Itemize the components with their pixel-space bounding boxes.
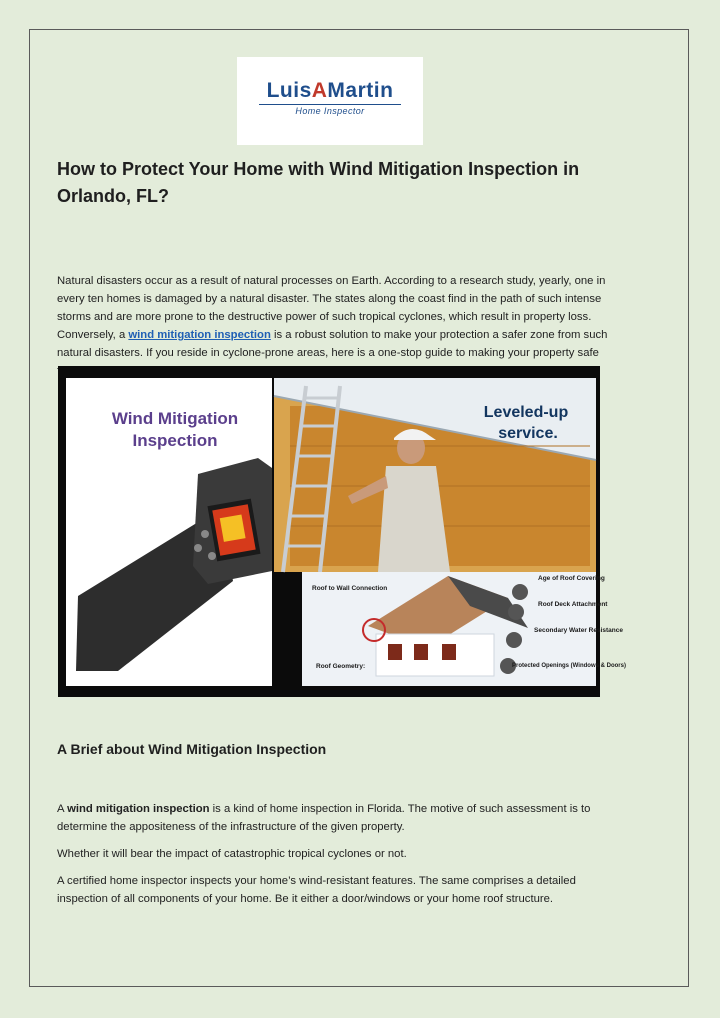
section-paragraph-1: A wind mitigation inspection is a kind of home inspection in Florida. The motive of such assessment is to determine the appositeness of the infrastructure of the given property.	[57, 803, 591, 833]
hero-badge-line1: Leveled-up	[483, 404, 569, 421]
logo-tagline: Home Inspector	[295, 106, 365, 116]
hero-badge-line2: service.	[498, 425, 558, 442]
hero-heading-line1: Wind Mitigation	[111, 409, 239, 428]
wind-mitigation-link[interactable]: wind mitigation inspection	[128, 329, 271, 341]
section-paragraph-2: Whether it will bear the impact of catastrophic tropical cyclones or not.	[57, 848, 407, 860]
logo-wordmark: LuisAMartin	[266, 79, 394, 102]
hero-heading-line2: Inspection	[132, 431, 218, 450]
callout-age-roof: Age of Roof Covering	[538, 575, 605, 582]
callout-roof-wall: Roof to Wall Connection	[312, 585, 388, 592]
section-paragraph-3: A certified home inspector inspects your home’s wind-resistant features. The same comprises a detailed inspection of all components of your home. Be it either a door/windows or your home roof structure.	[57, 875, 576, 905]
section-heading: A Brief about Wind Mitigation Inspection	[57, 741, 327, 757]
callout-roof-geometry: Roof Geometry:	[316, 663, 366, 670]
logo-rule	[259, 104, 401, 105]
page-title: How to Protect Your Home with Wind Mitigation Inspection in Orlando, FL?	[57, 159, 580, 206]
callout-openings: Protected Openings (Windows & Doors)	[512, 663, 626, 669]
callout-secondary-water: Secondary Water Resistance	[534, 627, 623, 634]
hero-image	[58, 366, 626, 697]
intro-paragraph: Natural disasters occur as a result of natural processes on Earth. According to a research study, yearly, one in every ten homes is damaged by a natural disaster. The states along the coast find in the path of such intense storms and are more prone to the destructive power of such tropical cyclones, which result in property loss. Conversely, a wind mitigation inspection is a robust solution to make your protection a safer zone from such natural disasters. If you reside in cyclone-prone areas, here is a one-stop guide to making your property safe	[57, 275, 608, 359]
callout-roof-deck: Roof Deck Attachment	[538, 601, 608, 608]
company-logo	[237, 57, 423, 145]
inspector-photo	[274, 378, 596, 572]
